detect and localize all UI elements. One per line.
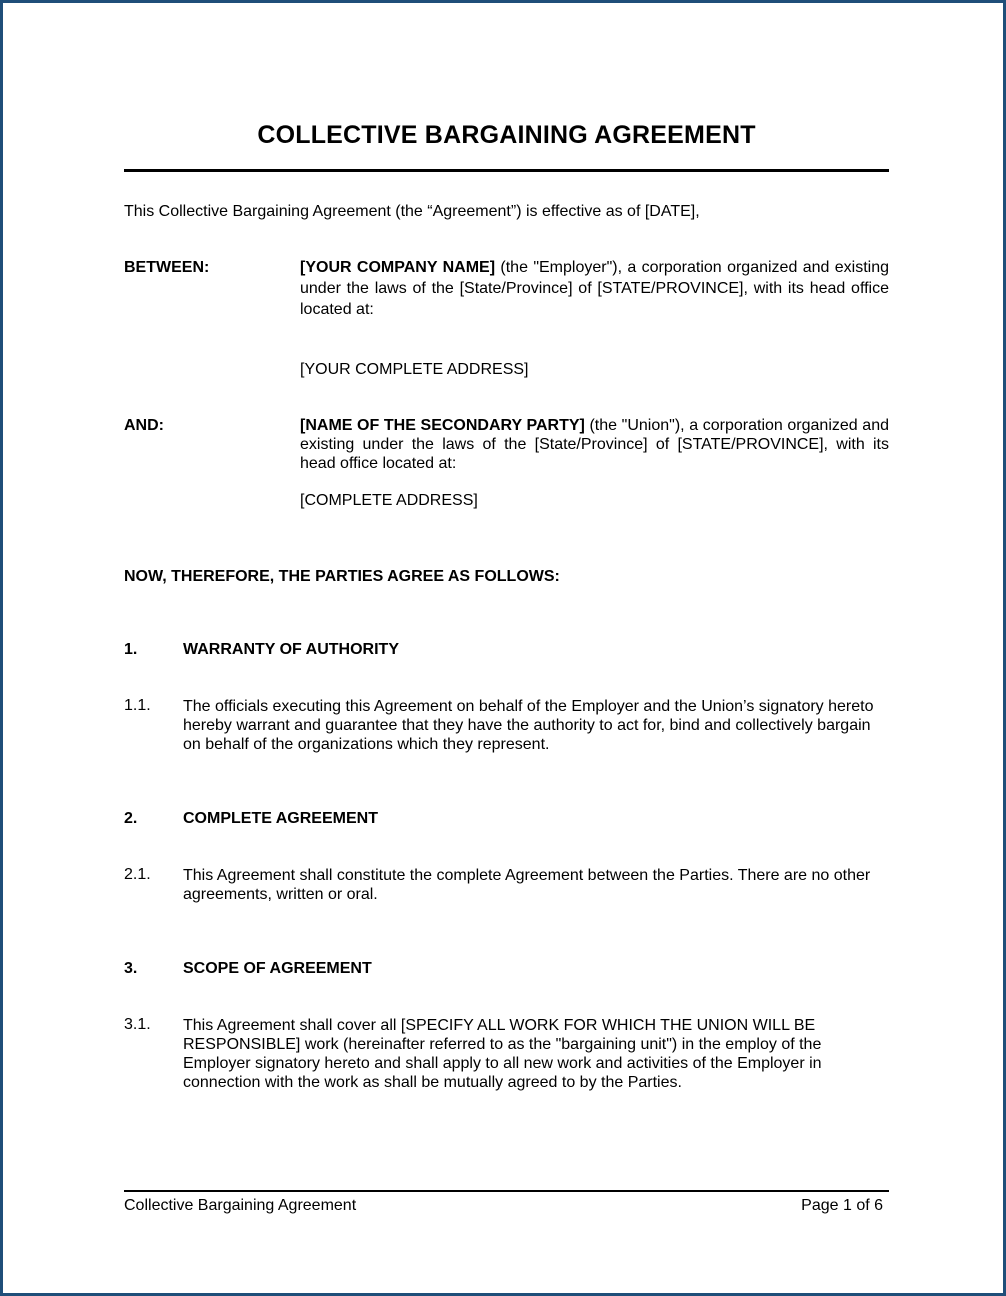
section-3-heading: SCOPE OF AGREEMENT xyxy=(183,960,372,977)
footer-document-name: Collective Bargaining Agreement xyxy=(124,1197,357,1214)
clause-2-1-text: This Agreement shall constitute the complete Agreement between the Parties. There are no other agreements, written or oral. xyxy=(183,867,871,903)
section-1-heading: WARRANTY OF AUTHORITY xyxy=(183,641,399,658)
document-title: COLLECTIVE BARGAINING AGREEMENT xyxy=(257,121,756,149)
intro-paragraph: This Collective Bargaining Agreement (the “Agreement”) is effective as of [DATE], xyxy=(124,203,700,220)
title-rule xyxy=(124,169,889,172)
employer-name: [YOUR COMPANY NAME] xyxy=(300,259,496,276)
union-name: [NAME OF THE SECONDARY PARTY] xyxy=(300,417,585,434)
clause-1-1-number: 1.1. xyxy=(124,697,151,714)
section-2-heading: COMPLETE AGREEMENT xyxy=(183,810,378,827)
clause-2-1-number: 2.1. xyxy=(124,866,151,883)
section-2-number: 2. xyxy=(124,810,138,827)
union-address: [COMPLETE ADDRESS] xyxy=(300,492,478,509)
clause-3-1-number: 3.1. xyxy=(124,1016,151,1033)
clause-3-1-text: This Agreement shall cover all [SPECIFY ALL WORK FOR WHICH THE UNION WILL BE RESPONSIBLE] work (hereinafter referred to as the "bargaining unit") in the employ of the Employer signatory hereto and shall apply to all new work and activities of the Employer in connection with the work as shall be mutually agreed to by the Parties. xyxy=(183,1017,822,1091)
section-1-number: 1. xyxy=(124,641,138,658)
employer-description: (the "Employer"), a corporation organized and existing under the laws of the [State/Province] of [STATE/PROVINCE], with its head office located at: xyxy=(300,259,890,318)
and-party-paragraph xyxy=(300,416,889,473)
employer-address: [YOUR COMPLETE ADDRESS] xyxy=(300,361,529,378)
section-3-number: 3. xyxy=(124,960,138,977)
and-label: AND: xyxy=(124,417,164,434)
union-description: (the "Union"), a corporation organized and existing under the laws of the [State/Province] of [STATE/PROVINCE], with its head office located at: xyxy=(300,417,890,472)
now-therefore-heading: NOW, THEREFORE, THE PARTIES AGREE AS FOLLOWS: xyxy=(124,568,560,585)
clause-1-1-text: The officials executing this Agreement on behalf of the Employer and the Union’s signatory hereto hereby warrant and guarantee that they have the authority to act for, bind and collectively bargain on behalf of the organizations which they represent. xyxy=(183,698,874,753)
between-party-paragraph xyxy=(300,257,889,320)
footer-page-number: Page 1 of 6 xyxy=(801,1197,883,1214)
between-label: BETWEEN: xyxy=(124,259,210,276)
footer-rule xyxy=(124,1190,889,1192)
